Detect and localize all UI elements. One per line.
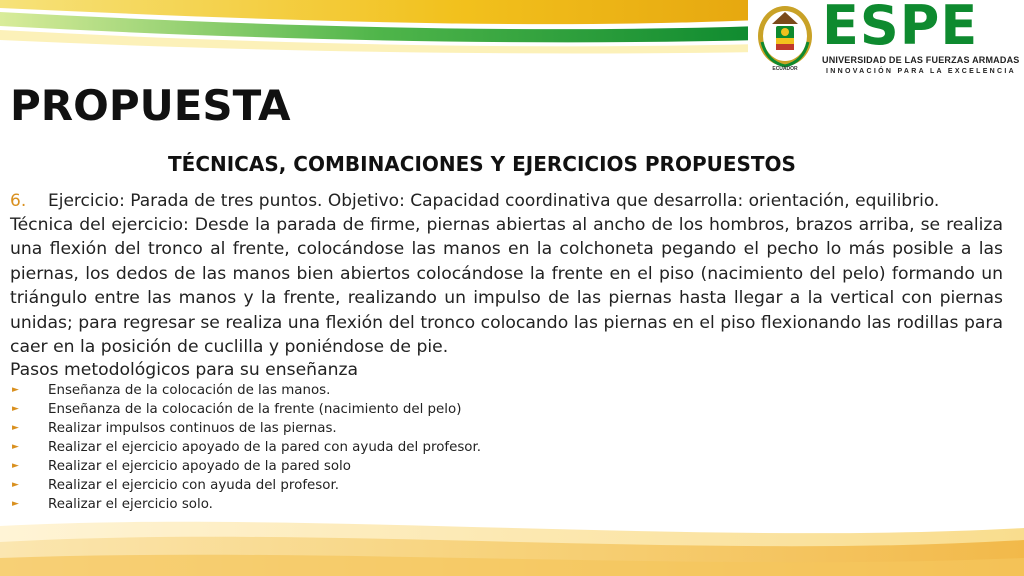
technique-paragraph: Técnica del ejercicio: Desde la parada de firme, piernas abiertas al ancho de los hombros, brazos arriba, se realiza una flexión del tronco al frente, colocándose las manos en la colchoneta pegando el pecho lo más posible a las piernas, los dedos de las manos bien abiertos colocándose la frente en el piso (nacimiento del pelo) formando un triángulo entre las manos y la frente, realizando un impulso de las piernas hasta llegar a la vertical con piernas unidas; para regresar se realiza una flexión del tronco colocando las piernas en el piso flexionando las rodillas para caer en la posición de cuclilla y poniéndose de pie.	[10, 215, 1003, 358]
bottom-decorative-band	[0, 506, 1024, 576]
list-item: ► Enseñanza de la colocación de la frente (nacimiento del pelo)	[12, 402, 462, 418]
slide-title: PROPUESTA	[10, 81, 291, 130]
bullet-icon: ►	[12, 480, 19, 491]
list-item: ► Enseñanza de la colocación de las manos.	[12, 383, 331, 399]
bullet-icon: ►	[12, 499, 19, 510]
steps-heading: Pasos metodológicos para su enseñanza	[10, 360, 359, 381]
slide-subtitle: TÉCNICAS, COMBINACIONES Y EJERCICIOS PROPUESTOS	[168, 152, 796, 176]
university-motto: INNOVACIÓN PARA LA EXCELENCIA	[826, 68, 1016, 75]
exercise-line	[10, 189, 1003, 213]
crest-caption: ECUADOR	[772, 66, 798, 72]
university-crest-icon	[752, 2, 818, 74]
bullet-icon: ►	[12, 385, 19, 396]
slide-content	[10, 189, 1003, 514]
bullet-icon: ►	[12, 423, 19, 434]
steps-list	[10, 381, 1003, 514]
list-item: ► Realizar el ejercicio apoyado de la pared solo	[12, 459, 351, 475]
bullet-icon: ►	[12, 442, 19, 453]
exercise-number: 6.	[10, 191, 27, 211]
bullet-icon: ►	[12, 461, 19, 472]
list-item: ► Realizar el ejercicio con ayuda del profesor.	[12, 478, 339, 494]
bullet-icon: ►	[12, 404, 19, 415]
list-item: ► Realizar el ejercicio solo.	[12, 497, 213, 513]
list-item: ► Realizar el ejercicio apoyado de la pared con ayuda del profesor.	[12, 440, 482, 456]
espe-logo-text: ESPE	[822, 0, 979, 57]
list-item: ► Realizar impulsos continuos de las piernas.	[12, 421, 337, 437]
exercise-text: Ejercicio: Parada de tres puntos. Objetivo: Capacidad coordinativa que desarrolla: orientación, equilibrio.	[48, 191, 940, 211]
university-name: UNIVERSIDAD DE LAS FUERZAS ARMADAS	[822, 55, 1020, 65]
